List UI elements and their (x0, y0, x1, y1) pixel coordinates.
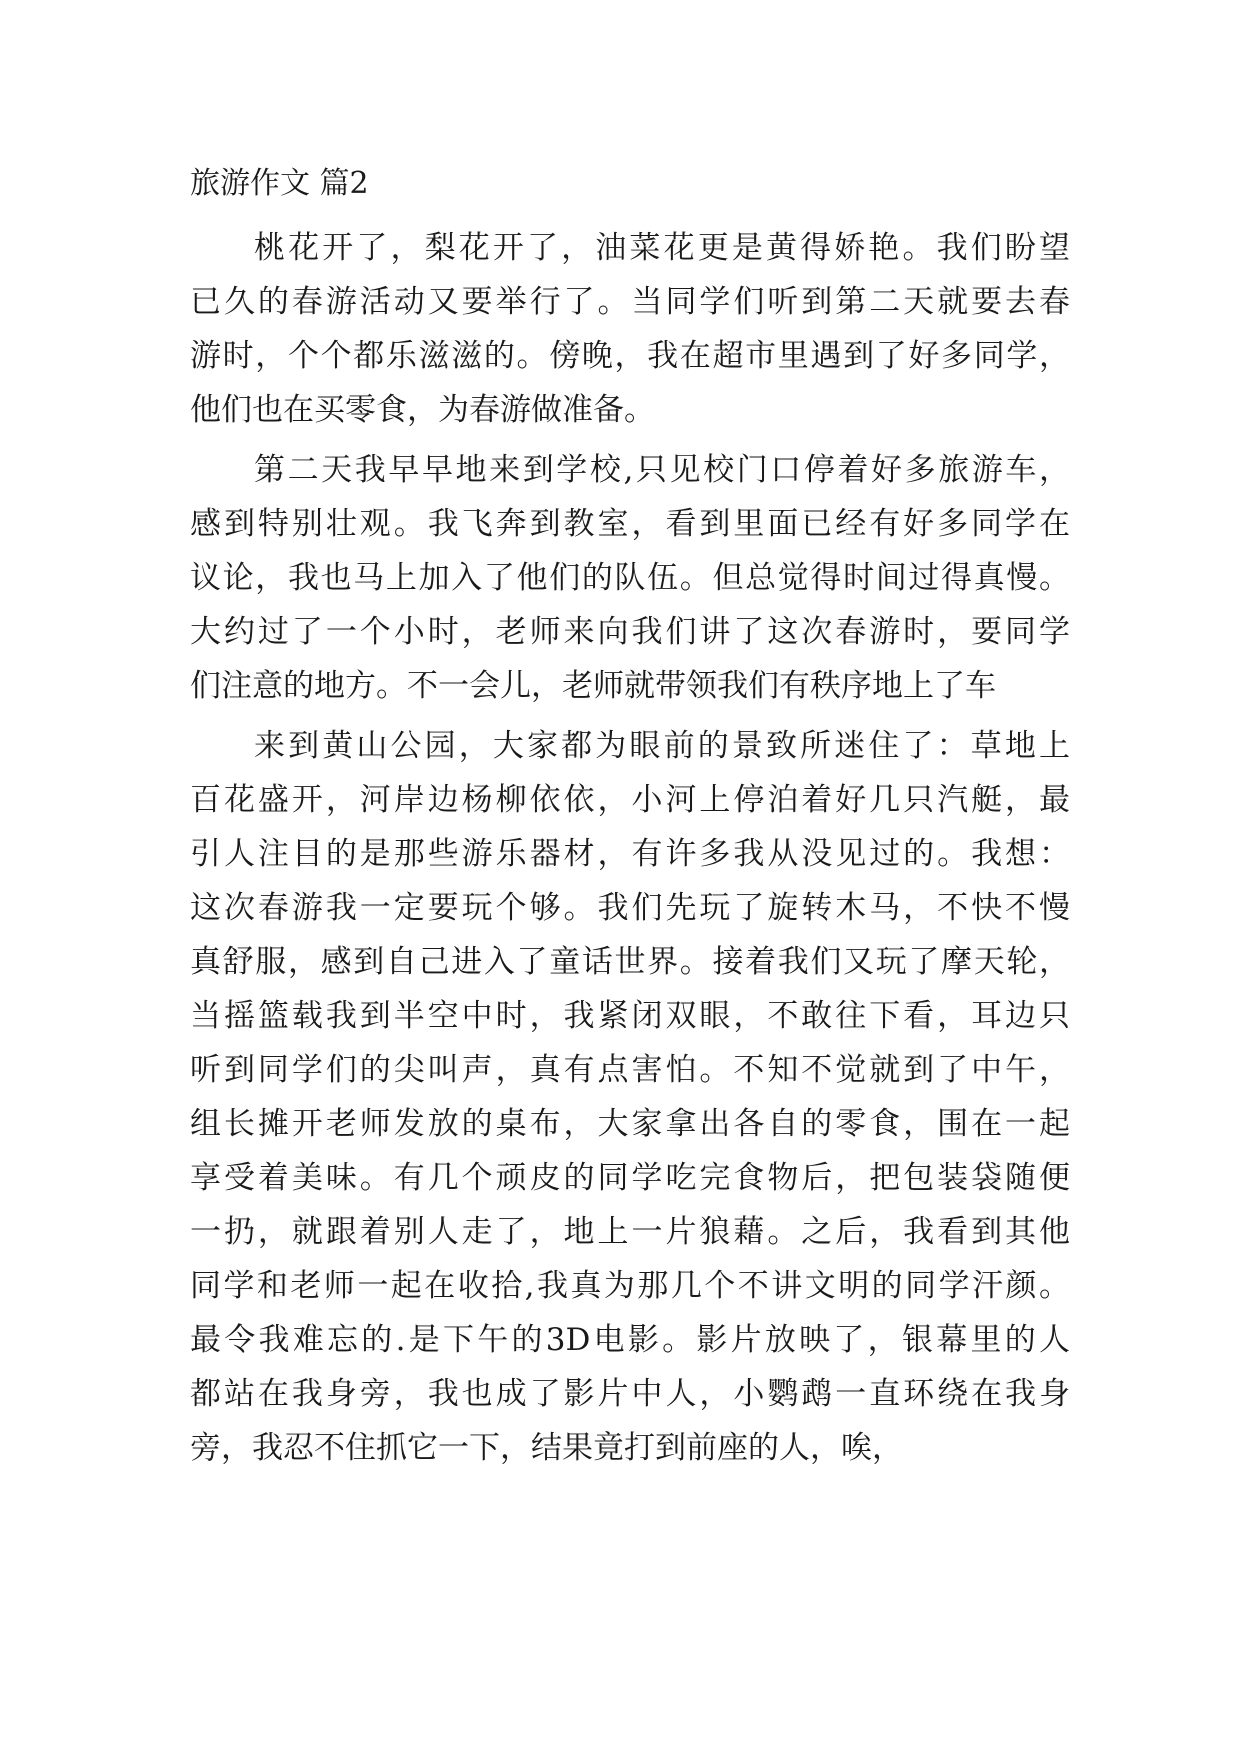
text-line: 他们也在买零食，为春游做准备。 (190, 392, 655, 428)
text-line: 享受着美味。有几个顽皮的同学吃完食物后，把包装袋随便 (190, 1160, 1070, 1196)
essay-title: 旅游作文 篇2 (190, 166, 369, 201)
text-line: 同学和老师一起在收拾,我真为那几个不讲文明的同学汗颜。 (190, 1268, 1070, 1304)
text-line: 感到特别壮观。我飞奔到教室，看到里面已经有好多同学在 (190, 506, 1070, 542)
text-line: 旁，我忍不住抓它一下，结果竟打到前座的人，唉， (190, 1430, 903, 1466)
text-line: 这次春游我一定要玩个够。我们先玩了旋转木马，不快不慢 (190, 890, 1070, 926)
text-line: 组长摊开老师发放的桌布，大家拿出各自的零食，围在一起 (190, 1106, 1070, 1142)
text-line: 来到黄山公园，大家都为眼前的景致所迷住了：草地上 (254, 728, 1070, 764)
text-line: 当摇篮载我到半空中时，我紧闭双眼，不敢往下看，耳边只 (190, 998, 1070, 1034)
text-line: 百花盛开，河岸边杨柳依依，小河上停泊着好几只汽艇，最 (190, 782, 1070, 818)
text-line: 议论，我也马上加入了他们的队伍。但总觉得时间过得真慢。 (190, 560, 1070, 596)
text-line: 一扔，就跟着别人走了，地上一片狼藉。之后，我看到其他 (190, 1214, 1070, 1250)
text-line: 听到同学们的尖叫声，真有点害怕。不知不觉就到了中午， (190, 1052, 1070, 1088)
text-line: 都站在我身旁，我也成了影片中人，小鹦鹉一直环绕在我身 (190, 1376, 1070, 1412)
text-line: 已久的春游活动又要举行了。当同学们听到第二天就要去春 (190, 284, 1070, 320)
text-line: 游时，个个都乐滋滋的。傍晚，我在超市里遇到了好多同学， (190, 338, 1070, 374)
text-line: 们注意的地方。不一会儿，老师就带领我们有秩序地上了车 (190, 668, 996, 704)
text-line: 最令我难忘的.是下午的3D电影。影片放映了，银幕里的人 (190, 1322, 1070, 1358)
text-line: 第二天我早早地来到学校,只见校门口停着好多旅游车， (254, 452, 1070, 488)
text-line: 大约过了一个小时，老师来向我们讲了这次春游时，要同学 (190, 614, 1070, 650)
text-line: 桃花开了，梨花开了，油菜花更是黄得娇艳。我们盼望 (254, 230, 1070, 266)
text-line: 引人注目的是那些游乐器材，有许多我从没见过的。我想： (190, 836, 1070, 872)
text-line: 真舒服，感到自己进入了童话世界。接着我们又玩了摩天轮， (190, 944, 1070, 980)
